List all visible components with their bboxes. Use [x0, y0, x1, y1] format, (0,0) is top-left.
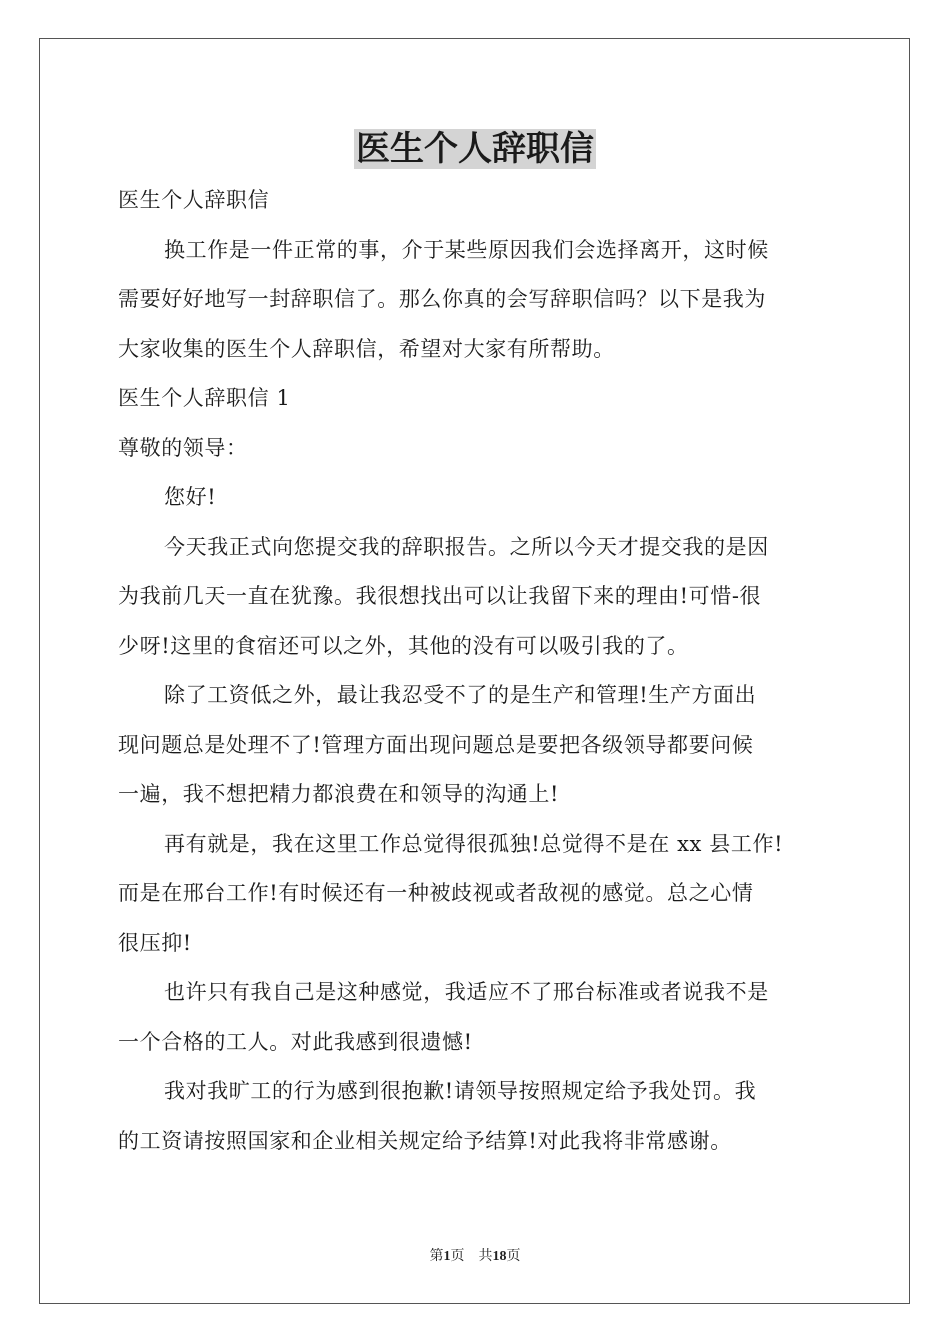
body-line: 需要好好地写一封辞职信了。那么你真的会写辞职信吗？以下是我为: [118, 287, 766, 311]
body-line: 您好!: [164, 485, 217, 509]
document-body: [118, 176, 838, 1166]
document-title: [0, 124, 950, 174]
body-line: 医生个人辞职信 1: [118, 386, 291, 410]
body-line: 也许只有我自己是这种感觉，我适应不了邢台标准或者说我不是: [164, 980, 769, 1004]
body-line: 的工资请按照国家和企业相关规定给予结算!对此我将非常感谢。: [118, 1128, 732, 1153]
body-line: 今天我正式向您提交我的辞职报告。之所以今天才提交我的是因: [164, 534, 769, 559]
page-total-prefix: 共: [478, 1249, 493, 1264]
page-number-prefix: 第: [429, 1249, 444, 1264]
body-line: 医生个人辞职信: [118, 188, 270, 212]
body-line: 一个合格的工人。对此我感到很遗憾!: [118, 1029, 473, 1054]
body-line: 再有就是，我在这里工作总觉得很孤独!总觉得不是在 xx 县工作!: [164, 831, 784, 856]
page-total-suffix: 页: [506, 1249, 521, 1264]
body-line: 尊敬的领导：: [118, 435, 248, 460]
body-line: 一遍，我不想把精力都浪费在和领导的沟通上!: [118, 782, 560, 806]
document-title-text: 医生个人辞职信: [356, 129, 594, 169]
body-line: 很压抑!: [118, 930, 192, 955]
body-line: 为我前几天一直在犹豫。我很想找出可以让我留下来的理由!可惜-很: [118, 584, 762, 608]
body-line: 少呀!这里的食宿还可以之外，其他的没有可以吸引我的了。: [118, 633, 689, 658]
body-line: 我对我旷工的行为感到很抱歉!请领导按照规定给予我处罚。我: [164, 1079, 757, 1103]
body-line: 换工作是一件正常的事，介于某些原因我们会选择离开，这时候: [164, 237, 769, 262]
page-number-current: 1: [443, 1249, 451, 1264]
page-number-suffix: 页: [450, 1249, 465, 1264]
body-line: 现问题总是处理不了!管理方面出现问题总是要把各级领导都要问候: [118, 732, 754, 757]
body-line: 大家收集的医生个人辞职信，希望对大家有所帮助。: [118, 336, 615, 361]
body-line: 除了工资低之外，最让我忍受不了的是生产和管理!生产方面出: [164, 683, 757, 707]
page-footer: [0, 1245, 950, 1265]
page-total-count: 18: [492, 1249, 507, 1264]
body-line: 而是在邢台工作!有时候还有一种被歧视或者敌视的感觉。总之心情: [118, 881, 754, 905]
